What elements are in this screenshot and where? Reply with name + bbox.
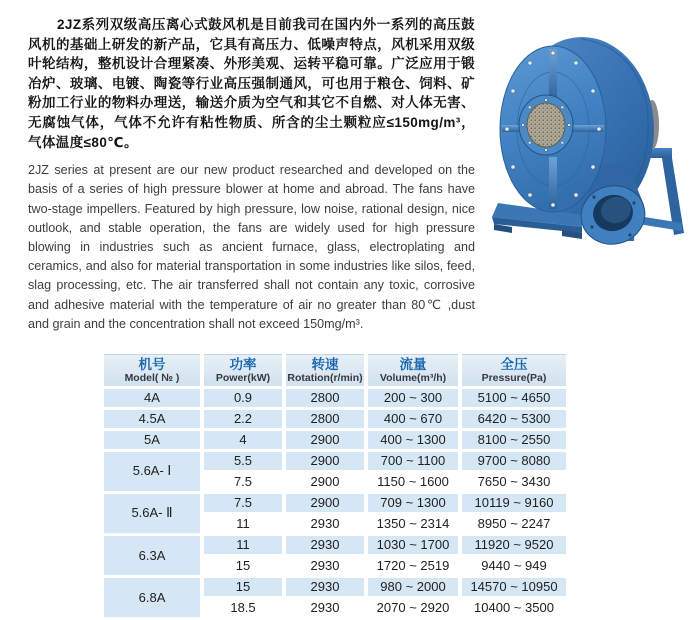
spec-cell: 15 [204, 578, 282, 596]
spec-cell: 5.5 [204, 452, 282, 470]
spec-table-section [100, 351, 700, 620]
spec-cell: 1350 ~ 2314 [368, 515, 458, 533]
column-header: 功率 Power(kW) [204, 354, 282, 386]
table-row [104, 431, 566, 449]
spec-cell: 1030 ~ 1700 [368, 536, 458, 554]
spec-cell: 5100 ~ 4650 [462, 389, 566, 407]
spec-table-body [104, 389, 566, 617]
intro-text-column [28, 15, 475, 334]
model-cell: 6.3A [104, 536, 200, 575]
table-row [104, 494, 566, 512]
table-row [104, 389, 566, 407]
inlet [519, 95, 573, 155]
model-cell: 4A [104, 389, 200, 407]
spec-cell: 7.5 [204, 473, 282, 491]
spec-cell: 8100 ~ 2550 [462, 431, 566, 449]
spec-cell: 11 [204, 515, 282, 533]
spec-cell: 11920 ~ 9520 [462, 536, 566, 554]
spec-cell: 1150 ~ 1600 [368, 473, 458, 491]
spec-cell: 9700 ~ 8080 [462, 452, 566, 470]
spec-cell: 980 ~ 2000 [368, 578, 458, 596]
spec-cell: 2.2 [204, 410, 282, 428]
spec-cell: 2900 [286, 494, 364, 512]
spec-cell: 2930 [286, 599, 364, 617]
spec-cell: 2800 [286, 389, 364, 407]
table-row [104, 578, 566, 596]
spec-cell: 0.9 [204, 389, 282, 407]
spec-cell: 7650 ~ 3430 [462, 473, 566, 491]
table-row [104, 410, 566, 428]
spec-cell: 200 ~ 300 [368, 389, 458, 407]
spec-table [100, 351, 570, 620]
spec-cell: 2900 [286, 473, 364, 491]
spec-cell: 2800 [286, 410, 364, 428]
spec-cell: 15 [204, 557, 282, 575]
spec-cell: 2930 [286, 557, 364, 575]
spec-cell: 2930 [286, 515, 364, 533]
column-header: 流量 Volume(m³/h) [368, 354, 458, 386]
column-header: 全压 Pressure(Pa) [462, 354, 566, 386]
spec-cell: 9440 ~ 949 [462, 557, 566, 575]
model-cell: 4.5A [104, 410, 200, 428]
spec-cell: 700 ~ 1100 [368, 452, 458, 470]
intro-paragraph-english: 2JZ series at present are our new product researched and developed on the basis of a series of high pressure blower at home and abroad. The fans have two-stage impellers. Featured by high pressure, low noise, rational design, nice outlook, and stable operation, the fans are widely used for high pressure blowing in industries such as ancient furnace, glass, electroplating and ceramics, and also for material transportation in some industries like silos, feed, slag processing, etc. The air transferred shall not contain any toxic, corrosive and adhesive material with the temperature of air no greater than 80℃ ,dust and grain and the concentration shall not exceed 150mg/m³. [28, 163, 475, 331]
spec-cell: 2930 [286, 578, 364, 596]
spec-cell: 14570 ~ 10950 [462, 578, 566, 596]
spec-cell: 2900 [286, 452, 364, 470]
intro-paragraph-chinese: 2JZ系列双级高压离心式鼓风机是目前我司在国内外一系列的高压鼓风机的基础上研发的新产品，它具有高压力、低噪声特点，风机采用双级叶轮结构，整机设计合理紧凑、外形美观、运转平稳可靠。广泛应用于锻冶炉、玻璃、电镀、陶瓷等行业高压强制通风，可也用于粮仓、饲料、矿粉加工行业的物料办理送，输送介质为空气和其它不自燃、对人体无害、无腐蚀气体，气体不允许有粘性物质、所含的尘土颗粒应≤150mg/m³，气体温度≤80℃。 [28, 17, 475, 150]
model-cell: 5A [104, 431, 200, 449]
blower-illustration [482, 19, 694, 261]
spec-cell: 400 ~ 1300 [368, 431, 458, 449]
model-cell: 5.6A- Ⅰ [104, 452, 200, 491]
spec-cell: 8950 ~ 2247 [462, 515, 566, 533]
spec-table-header [104, 354, 566, 386]
spec-cell: 2900 [286, 431, 364, 449]
column-header: 转速 Rotation(r/min) [286, 354, 364, 386]
spec-cell: 709 ~ 1300 [368, 494, 458, 512]
table-row [104, 452, 566, 470]
spec-cell: 7.5 [204, 494, 282, 512]
column-header: 机号 Model( № ) [104, 354, 200, 386]
spec-cell: 10400 ~ 3500 [462, 599, 566, 617]
spec-cell: 18.5 [204, 599, 282, 617]
spec-cell: 6420 ~ 5300 [462, 410, 566, 428]
spec-cell: 2070 ~ 2920 [368, 599, 458, 617]
model-cell: 6.8A [104, 578, 200, 617]
spec-cell: 11 [204, 536, 282, 554]
product-photo-blower [475, 15, 700, 261]
table-row [104, 536, 566, 554]
spec-cell: 10119 ~ 9160 [462, 494, 566, 512]
spec-cell: 400 ~ 670 [368, 410, 458, 428]
spec-cell: 4 [204, 431, 282, 449]
model-cell: 5.6A- Ⅱ [104, 494, 200, 533]
spec-cell: 1720 ~ 2519 [368, 557, 458, 575]
spec-cell: 2930 [286, 536, 364, 554]
